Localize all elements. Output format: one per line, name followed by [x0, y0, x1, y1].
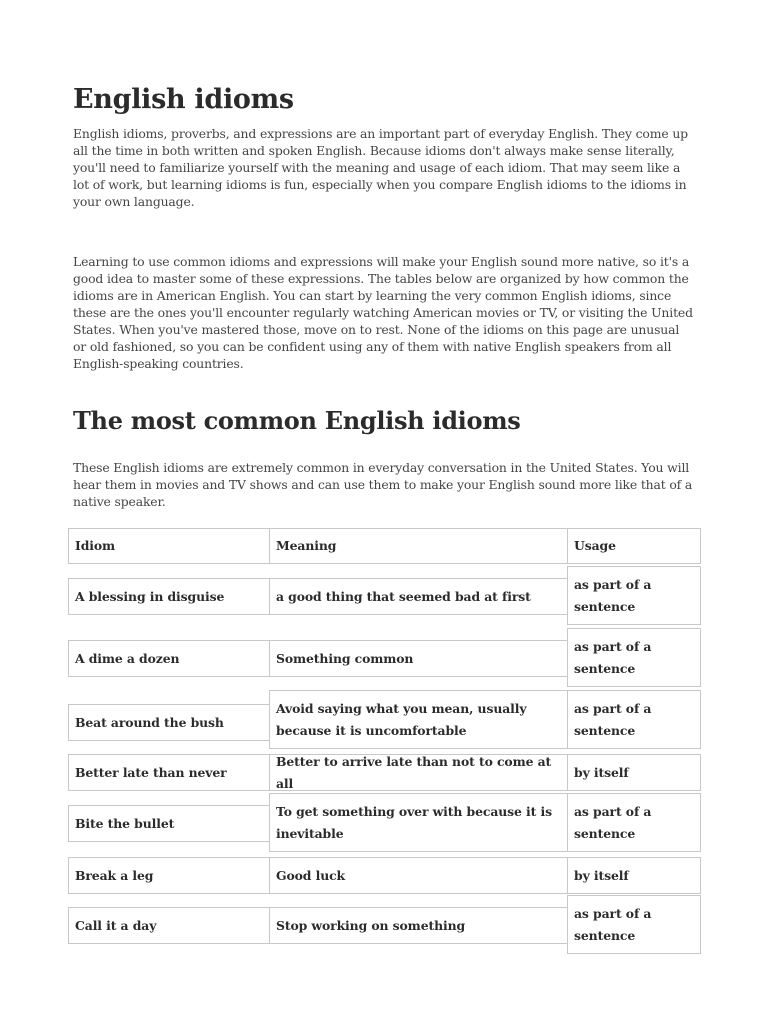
table-cell-usage: as part of a sentence	[567, 566, 701, 625]
table-cell-meaning: To get something over with because it is inevitable	[269, 793, 568, 852]
table-cell-idiom: Call it a day	[68, 907, 270, 944]
table-cell-meaning: Good luck	[269, 857, 568, 894]
table-cell-meaning: Something common	[269, 640, 568, 677]
table-cell-meaning: Avoid saying what you mean, usually because it is uncomfortable	[269, 690, 568, 749]
table-cell-idiom: Break a leg	[68, 857, 270, 894]
page-title: English idioms	[73, 84, 294, 115]
table-cell-idiom: Beat around the bush	[68, 704, 270, 741]
table-cell-idiom: A blessing in disguise	[68, 578, 270, 615]
table-cell-usage: as part of a sentence	[567, 895, 701, 954]
table-cell-usage: by itself	[567, 857, 701, 894]
section-heading: The most common English idioms	[73, 406, 521, 435]
table-header-usage: Usage	[567, 528, 701, 564]
intro-paragraph: Learning to use common idioms and expressions will make your English sound more native, so it's a good idea to master some of these expressions. The tables below are organized by how common the idioms are in American English. You can start by learning the very common English idioms, since these are the ones you'll encounter regularly watching American movies or TV, or visiting the United States. When you've mastered those, move on to rest. None of the idioms on this page are unusual or old fashioned, so you can be confident using any of them with native English speakers from all English-speaking countries.	[73, 254, 693, 371]
section-description: These English idioms are extremely common in everyday conversation in the United States. You will hear them in movies and TV shows and can use them to make your English sound more like that of a native speaker.	[73, 460, 693, 509]
table-cell-usage: as part of a sentence	[567, 690, 701, 749]
table-cell-idiom: Better late than never	[68, 754, 270, 791]
intro-paragraph: English idioms, proverbs, and expressions are an important part of everyday English. They come up all the time in both written and spoken English. Because idioms don't always make sense literally, you'll need to familiarize yourself with the meaning and usage of each idiom. That may seem like a lot of work, but learning idioms is fun, especially when you compare English idioms to the idioms in your own language.	[73, 126, 688, 209]
table-header-idiom: Idiom	[68, 528, 270, 564]
table-cell-idiom: A dime a dozen	[68, 640, 270, 677]
table-cell-meaning: a good thing that seemed bad at first	[269, 578, 568, 615]
table-cell-meaning: Stop working on something	[269, 907, 568, 944]
table-cell-idiom: Bite the bullet	[68, 805, 270, 842]
table-cell-usage: as part of a sentence	[567, 628, 701, 687]
table-header-meaning: Meaning	[269, 528, 568, 564]
table-cell-usage: as part of a sentence	[567, 793, 701, 852]
table-cell-usage: by itself	[567, 754, 701, 791]
table-cell-meaning: Better to arrive late than not to come at all	[269, 754, 568, 791]
